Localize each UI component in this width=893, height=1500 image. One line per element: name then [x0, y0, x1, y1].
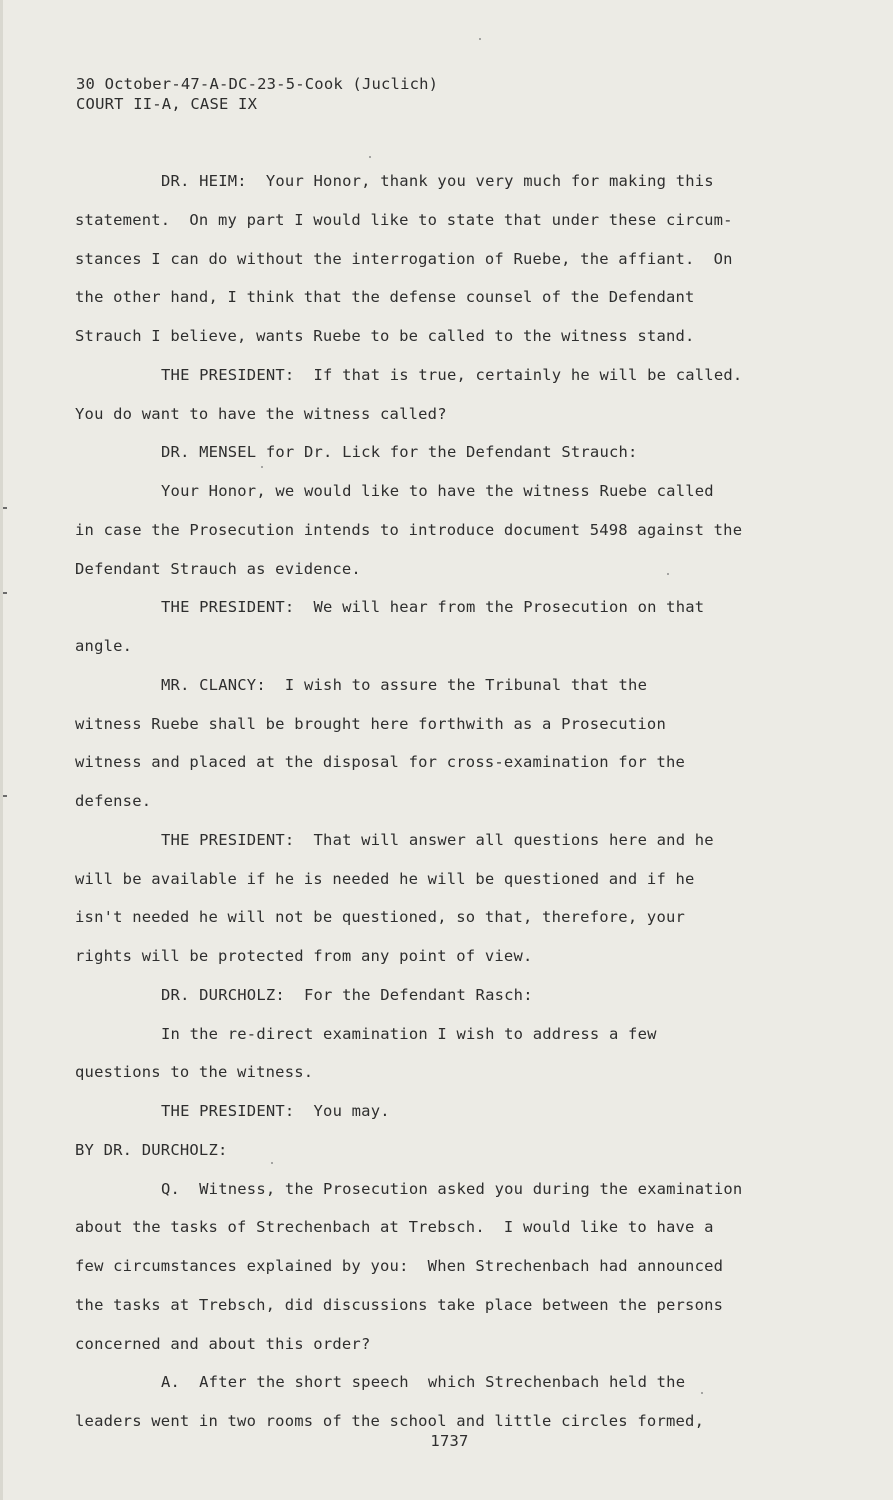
scan-speck: [369, 156, 371, 158]
transcript-line: Your Honor, we would like to have the witness Ruebe called: [161, 482, 714, 500]
transcript-body: [75, 168, 765, 1447]
transcript-line: the tasks at Trebsch, did discussions take place between the persons: [75, 1295, 724, 1314]
transcript-line: few circumstances explained by you: When Strechenbach had announced: [75, 1257, 724, 1275]
transcript-line: THE PRESIDENT: If that is true, certainly he will be called.: [161, 365, 743, 384]
transcript-line: A. After the short speech which Strechenbach held the: [161, 1373, 686, 1392]
transcript-line: Q. Witness, the Prosecution asked you during the examination: [161, 1179, 743, 1198]
scan-speck: [667, 573, 669, 575]
transcript-line: DR. HEIM: Your Honor, thank you very much for making this: [161, 172, 714, 190]
transcript-line: statement. On my part I would like to state that under these circum-: [75, 210, 733, 229]
transcript-line: angle.: [75, 637, 133, 655]
transcript-line: In the re-direct examination I wish to address a few: [161, 1024, 657, 1043]
transcript-line: THE PRESIDENT: That will answer all questions here and he: [161, 830, 714, 849]
transcript-line: leaders went in two rooms of the school and little circles formed,: [75, 1412, 705, 1430]
transcript-line: THE PRESIDENT: We will hear from the Prosecution on that: [161, 598, 705, 617]
transcript-line: about the tasks of Strechenbach at Trebsch. I would like to have a: [75, 1218, 714, 1237]
transcript-line: THE PRESIDENT: You may.: [161, 1102, 390, 1120]
transcript-line: BY DR. DURCHOLZ:: [75, 1140, 228, 1159]
transcript-line: defense.: [75, 792, 152, 810]
transcript-line: DR. MENSEL for Dr. Lick for the Defendant Strauch:: [161, 443, 638, 462]
scan-speck: [479, 38, 481, 40]
scan-speck: [261, 466, 263, 468]
document-header: [76, 74, 438, 114]
transcript-line: the other hand, I think that the defense counsel of the Defendant: [75, 288, 695, 307]
transcript-line: will be available if he is needed he will be questioned and if he: [75, 869, 695, 888]
transcript-line: Strauch I believe, wants Ruebe to be called to the witness stand.: [75, 327, 695, 345]
transcript-line: stances I can do without the interrogation of Ruebe, the affiant. On: [75, 249, 733, 268]
scan-edge-mark: [3, 795, 7, 797]
transcript-line: concerned and about this order?: [75, 1334, 371, 1353]
scan-speck: [701, 1392, 703, 1394]
transcript-line: MR. CLANCY: I wish to assure the Tribunal that the: [161, 675, 648, 694]
transcript-line: DR. DURCHOLZ: For the Defendant Rasch:: [161, 985, 533, 1004]
transcript-line: witness Ruebe shall be brought here forthwith as a Prosecution: [75, 714, 666, 733]
transcript-line: in case the Prosecution intends to introduce document 5498 against the: [75, 520, 743, 539]
scan-edge-mark: [3, 592, 7, 594]
transcript-line: witness and placed at the disposal for cross-examination for the: [75, 753, 686, 772]
header-court: COURT II-A, CASE IX: [76, 95, 258, 113]
scan-edge-mark: [3, 507, 7, 509]
page-number: 1737: [430, 1432, 469, 1450]
scan-speck: [271, 1162, 273, 1164]
transcript-line: isn't needed he will not be questioned, so that, therefore, your: [75, 908, 686, 927]
transcript-line: questions to the witness.: [75, 1063, 314, 1082]
transcript-line: rights will be protected from any point of view.: [75, 947, 533, 965]
transcript-line: Defendant Strauch as evidence.: [75, 559, 361, 578]
header-reference: 30 October-47-A-DC-23-5-Cook (Juclich): [76, 75, 439, 93]
transcript-line: You do want to have the witness called?: [75, 404, 447, 423]
